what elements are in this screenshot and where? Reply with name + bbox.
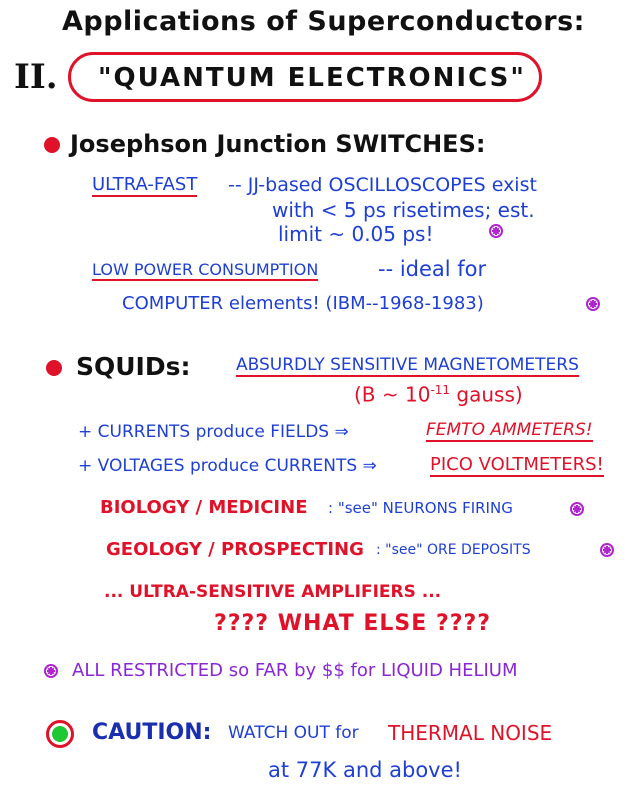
- caution-indicator-icon: [46, 720, 74, 748]
- caution-line1-prefix: WATCH OUT for: [228, 723, 359, 743]
- low-power-line1: -- ideal for: [378, 257, 487, 281]
- what-else-line: ???? WHAT ELSE ????: [214, 611, 491, 636]
- asterisk-icon: [44, 664, 58, 678]
- low-power-label: LOW POWER CONSUMPTION: [92, 260, 319, 279]
- asterisk-icon: [489, 224, 503, 238]
- sensitivity-prefix: (B ~ 10: [354, 382, 431, 407]
- low-power-line2: COMPUTER elements! (IBM--1968-1983): [122, 293, 484, 314]
- magnetometers-label: ABSURDLY SENSITIVE MAGNETOMETERS: [236, 355, 579, 375]
- pico-voltmeters: PICO VOLTMETERS!: [430, 454, 604, 475]
- sensitivity-line: [354, 384, 523, 405]
- bullet-dot: [44, 137, 60, 153]
- femto-ammeters: FEMTO AMMETERS!: [426, 420, 593, 440]
- bullet-dot: [46, 360, 62, 376]
- ultra-fast-line1: -- JJ-based OSCILLOSCOPES exist: [228, 174, 537, 196]
- asterisk-icon: [570, 502, 584, 516]
- geology-label: GEOLOGY / PROSPECTING: [106, 539, 364, 560]
- currents-line: + CURRENTS produce FIELDS ⇒: [78, 422, 349, 442]
- ultra-fast-line3: limit ~ 0.05 ps!: [278, 222, 434, 246]
- biology-label: BIOLOGY / MEDICINE: [100, 497, 308, 518]
- josephson-heading: Josephson Junction SWITCHES:: [70, 130, 486, 158]
- geology-text: : "see" ORE DEPOSITS: [376, 542, 531, 558]
- caution-label: CAUTION:: [92, 720, 212, 745]
- biology-text: : "see" NEURONS FIRING: [328, 499, 513, 517]
- ultra-fast-line2: with < 5 ps risetimes; est.: [272, 198, 535, 222]
- ultra-fast-label: ULTRA-FAST: [92, 174, 198, 195]
- section-title: "QUANTUM ELECTRONICS": [98, 63, 526, 93]
- thermal-noise: THERMAL NOISE: [388, 721, 553, 745]
- asterisk-icon: [600, 543, 614, 557]
- sensitivity-suffix: gauss): [456, 382, 523, 407]
- squids-heading: SQUIDs:: [76, 352, 191, 381]
- section-numeral: II.: [14, 57, 58, 97]
- asterisk-icon: [586, 297, 600, 311]
- amplifiers-line: ... ULTRA-SENSITIVE AMPLIFIERS ...: [104, 582, 442, 602]
- caution-line2: at 77K and above!: [268, 758, 462, 782]
- restriction-note: ALL RESTRICTED so FAR by $$ for LIQUID HELIUM: [72, 660, 518, 681]
- page-title: Applications of Superconductors:: [62, 6, 585, 37]
- voltages-line: + VOLTAGES produce CURRENTS ⇒: [78, 456, 377, 476]
- sensitivity-exponent: -11: [430, 383, 451, 397]
